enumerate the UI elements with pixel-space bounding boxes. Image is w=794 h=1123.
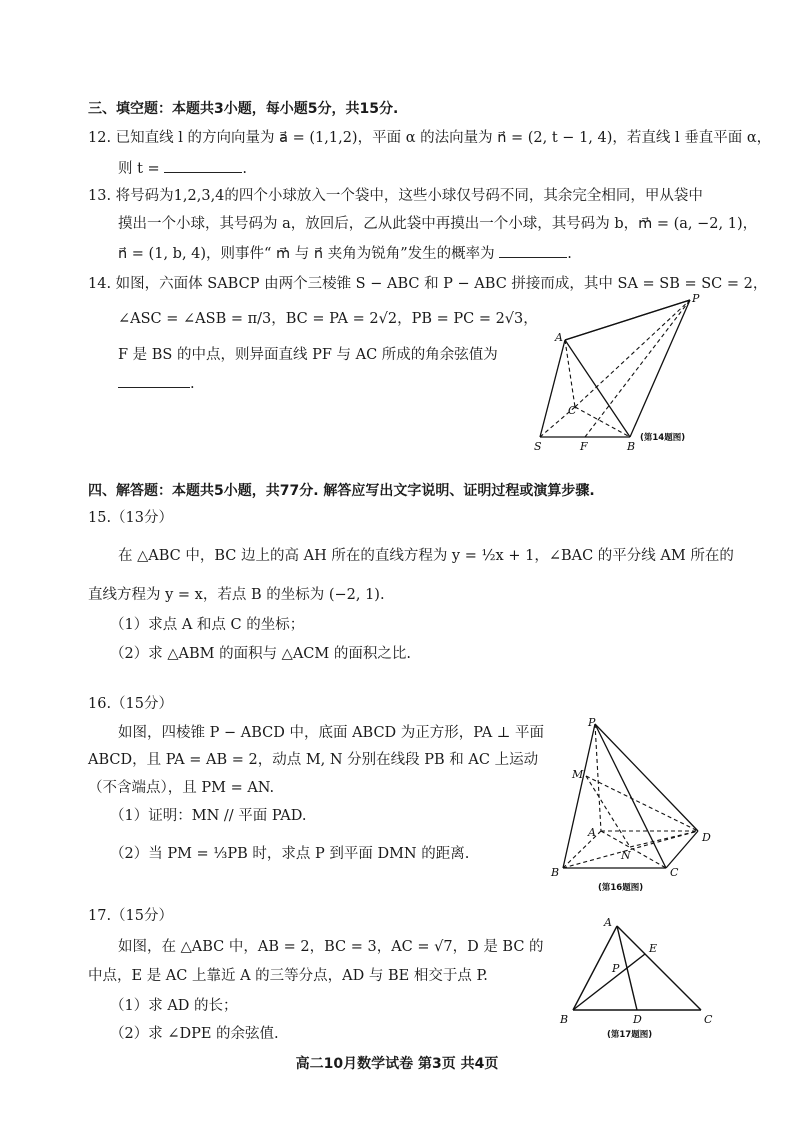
q13-answer-blank[interactable] [499,243,567,258]
q15-part-2: （2）求 △ABM 的面积与 △ACM 的面积之比. [110,646,411,662]
q14-line-1: 14. 如图，六面体 SABCP 由两个三棱锥 S − ABC 和 P − ABC 拼接而成，其中 SA = SB = SC = 2， [88,276,768,292]
q14-figure-svg [525,292,715,452]
q17-part-1: （1）求 AD 的长； [110,998,238,1014]
q16-label-p: P [588,716,596,729]
q17-label-a: A [604,916,612,929]
q13-line-1: 13. 将号码为1,2,3,4的四个小球放入一个袋中，这些小球仅号码不同，其余完全相同，甲从袋中 [88,188,703,204]
q14-label-b: B [627,440,636,453]
q17-line-2: 中点，E 是 AC 上靠近 A 的三等分点，AD 与 BE 相交于点 P. [88,968,488,984]
q13-line-3: n⃗ = (1, b, 4)，则事件“ m⃗ 与 n⃗ 夹角为锐角”发生的概率为 . [118,243,572,264]
q15-line-1: 在 △ABC 中，BC 边上的高 AH 所在的直线方程为 y = ½x + 1，∠BAC 的平分线 AM 所在的 [118,548,734,564]
q16-label-a: A [588,826,596,839]
q16-label-d: D [702,831,711,844]
q17-part-2: （2）求 ∠DPE 的余弦值. [110,1026,279,1042]
q14-label-p: P [692,292,700,305]
q16-label-n: N [621,849,631,862]
q14-label-s: S [534,440,542,453]
q17-label-p: P [612,962,620,975]
q14-line-2: ∠ASC = ∠ASB = π/3，BC = PA = 2√2，PB = PC = 2√3， [118,311,538,327]
q16-line-3: （不含端点），且 PM = AN. [88,780,275,796]
q14-label-a: A [555,331,563,344]
q16-line-2: ABCD，且 PA = AB = 2，动点 M, N 分别在线段 PB 和 AC 上运动 [88,752,539,768]
q14-line-4 [118,373,195,394]
q17-line-1: 如图，在 △ABC 中，AB = 2，BC = 3，AC = √7，D 是 BC 的 [118,939,544,955]
page-footer: 高二10月数学试卷 第3页 共4页 [295,1056,499,1072]
q15-line-2: 直线方程为 y = x，若点 B 的坐标为 (−2, 1). [88,587,385,603]
q14-figure [525,292,715,452]
q16-figure [548,716,718,894]
q17-label-e: E [649,942,658,955]
q16-label-b: B [551,866,560,879]
q17-figure-caption: (第17题图) [607,1030,653,1040]
q16-line-1: 如图，四棱锥 P − ABCD 中，底面 ABCD 为正方形，PA ⊥ 平面 [118,725,545,741]
q14-period: . [190,376,195,392]
q14-answer-blank[interactable] [118,373,190,388]
q14-label-f: F [580,440,588,453]
q16-figure-caption: (第16题图) [598,883,644,893]
q16-part-1: （1）证明：MN // 平面 PAD. [110,808,307,824]
q16-label-m: M [572,768,584,781]
q13-line-3-text: n⃗ = (1, b, 4)，则事件“ m⃗ 与 n⃗ 夹角为锐角”发生的概率为 [118,246,495,262]
q14-line-3: F 是 BS 的中点，则异面直线 PF 与 AC 所成的角余弦值为 [118,347,498,363]
q12-line-2: 则 t = . [118,158,247,179]
q17-label-d: D [633,1013,642,1026]
q17-heading: 17.（15分） [88,908,174,924]
section-4-title: 四、解答题：本题共5小题，共77分. 解答应写出文字说明、证明过程或演算步骤. [88,483,595,499]
q17-label-c: C [704,1013,713,1026]
q13-line-2: 摸出一个小球，其号码为 a，放回后，乙从此袋中再摸出一个小球，其号码为 b，m⃗ = (a, −2, 1)， [118,216,758,232]
q12-answer-blank[interactable] [164,158,242,173]
q17-figure [555,914,720,1046]
q17-label-b: B [560,1013,569,1026]
section-3-title: 三、填空题：本题共3小题，每小题5分，共15分. [88,101,399,117]
q14-figure-caption: (第14题图) [640,433,686,443]
q15-part-1: （1）求点 A 和点 C 的坐标； [110,617,305,633]
q16-label-c: C [670,866,679,879]
q12-line-1: 12. 已知直线 l 的方向向量为 a⃗ = (1,1,2)，平面 α 的法向量为 n⃗ = (2, t − 1, 4)，若直线 l 垂直平面 α， [88,130,772,146]
q16-heading: 16.（15分） [88,696,174,712]
q14-label-c: C [568,404,577,417]
q16-part-2: （2）当 PM = ⅓PB 时，求点 P 到平面 DMN 的距离. [110,846,470,862]
q16-figure-svg [548,716,718,894]
q17-figure-svg [555,914,720,1046]
q12-line-2-text: 则 t = [118,161,160,177]
q15-heading: 15.（13分） [88,510,174,526]
